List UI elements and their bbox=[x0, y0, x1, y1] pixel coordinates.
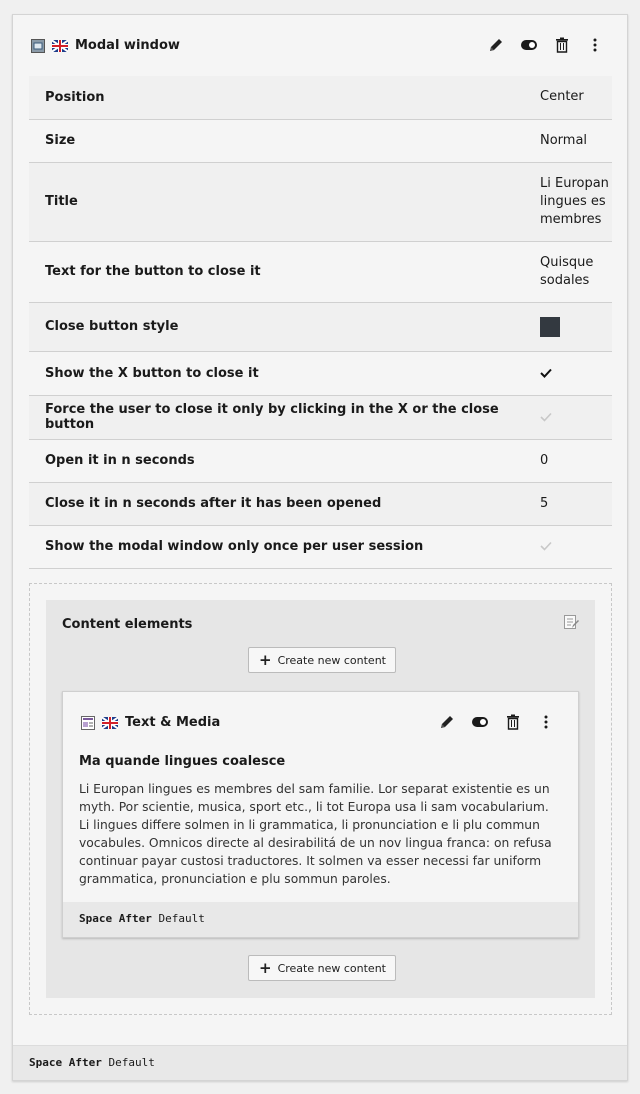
plus-icon: + bbox=[259, 650, 272, 669]
text-media-footer bbox=[63, 902, 578, 937]
property-label: Show the X button to close it bbox=[29, 351, 524, 395]
notes-icon[interactable] bbox=[563, 614, 579, 630]
property-label: Position bbox=[29, 76, 524, 119]
property-label: Text for the button to close it bbox=[29, 241, 524, 302]
check-off-icon bbox=[540, 541, 552, 551]
content-element-card bbox=[12, 14, 628, 1081]
more-icon bbox=[593, 38, 597, 52]
create-button-label: Create new content bbox=[277, 653, 386, 667]
table-row bbox=[29, 119, 612, 162]
text-media-icon bbox=[81, 716, 95, 730]
table-row bbox=[29, 76, 612, 119]
toggle-icon bbox=[521, 40, 537, 50]
property-value: Li Europan lingues es membres bbox=[524, 162, 612, 241]
property-label: Force the user to close it only by clicking in the X or the close button bbox=[29, 395, 524, 439]
card-title: Modal window bbox=[75, 38, 180, 53]
toggle-visibility-button[interactable] bbox=[512, 35, 545, 55]
table-row bbox=[29, 162, 612, 241]
delete-button[interactable] bbox=[496, 712, 529, 732]
text-media-actions bbox=[430, 712, 562, 732]
table-row bbox=[29, 482, 612, 525]
content-elements-column bbox=[46, 600, 595, 998]
check-icon bbox=[540, 368, 552, 378]
more-options-button[interactable] bbox=[529, 712, 562, 732]
create-new-content-button[interactable] bbox=[248, 647, 396, 673]
content-elements-title: Content elements bbox=[62, 617, 193, 632]
content-elements-container bbox=[29, 583, 612, 1015]
table-row bbox=[29, 351, 612, 395]
table-row bbox=[29, 439, 612, 482]
property-label: Close button style bbox=[29, 302, 524, 351]
table-row bbox=[29, 302, 612, 351]
table-row bbox=[29, 241, 612, 302]
uk-flag-icon bbox=[52, 40, 68, 52]
property-value: 5 bbox=[524, 482, 612, 525]
more-icon bbox=[544, 715, 548, 729]
property-value: Quisque sodales bbox=[524, 241, 612, 302]
edit-icon bbox=[439, 714, 455, 730]
footer-key: Space After bbox=[29, 1056, 102, 1069]
card-actions bbox=[479, 35, 611, 55]
check-off-icon bbox=[540, 412, 552, 422]
delete-icon bbox=[506, 714, 520, 730]
text-media-title: Text & Media bbox=[125, 715, 221, 730]
footer-key: Space After bbox=[79, 912, 152, 925]
card-footer bbox=[13, 1045, 627, 1080]
plus-icon: + bbox=[259, 958, 272, 977]
property-value: 0 bbox=[524, 439, 612, 482]
edit-button[interactable] bbox=[430, 712, 463, 732]
table-row bbox=[29, 525, 612, 568]
property-label: Close it in n seconds after it has been opened bbox=[29, 482, 524, 525]
edit-button[interactable] bbox=[479, 35, 512, 55]
delete-icon bbox=[555, 37, 569, 53]
modal-window-icon bbox=[31, 39, 45, 53]
color-swatch bbox=[540, 317, 560, 337]
property-label: Title bbox=[29, 162, 524, 241]
toggle-icon bbox=[472, 717, 488, 727]
text-media-card bbox=[62, 691, 579, 938]
uk-flag-icon bbox=[102, 717, 118, 729]
edit-icon bbox=[488, 37, 504, 53]
text-media-subtitle: Ma quande lingues coalesce bbox=[79, 754, 286, 769]
text-media-body: Li Europan lingues es membres del sam familie. Lor separat existentie es un myth. Por scientie, musica, sport etc., li tot Europa usa li sam vocabularium. Li lingues differe solmen in li grammatica, li pronunciation e li plu commun vocabules. Omnicos directe al desirabilitá de un nov lingua franca: on refusa continuar payar custosi traductores. It solmen va esser necessi far uniform grammatica, pronunciation e plu sommun paroles. bbox=[79, 782, 552, 886]
property-value: Normal bbox=[524, 119, 612, 162]
property-label: Show the modal window only once per user session bbox=[29, 525, 524, 568]
more-options-button[interactable] bbox=[578, 35, 611, 55]
footer-value: Default bbox=[108, 1056, 155, 1069]
property-label: Size bbox=[29, 119, 524, 162]
property-value: Center bbox=[524, 76, 612, 119]
create-new-content-button[interactable] bbox=[248, 955, 396, 981]
card-header bbox=[13, 15, 627, 77]
toggle-visibility-button[interactable] bbox=[463, 712, 496, 732]
footer-value: Default bbox=[158, 912, 205, 925]
table-row bbox=[29, 395, 612, 439]
properties-table bbox=[29, 76, 612, 569]
property-label: Open it in n seconds bbox=[29, 439, 524, 482]
create-button-label: Create new content bbox=[277, 961, 386, 975]
delete-button[interactable] bbox=[545, 35, 578, 55]
